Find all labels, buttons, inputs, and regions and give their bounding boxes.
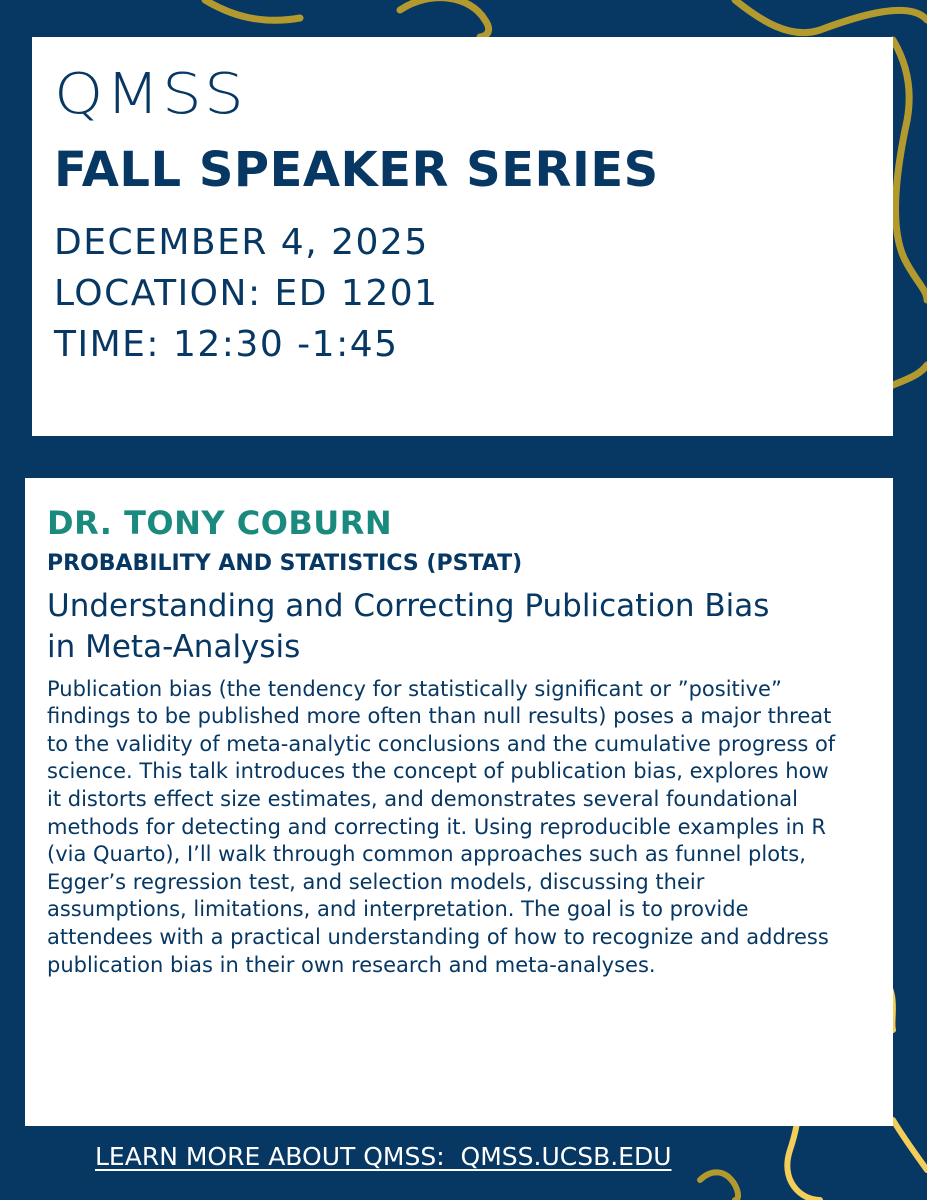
speaker-department: PROBABILITY AND STATISTICS (PSTAT) <box>47 551 523 577</box>
series-title: FALL SPEAKER SERIES <box>54 142 659 198</box>
learn-more-link[interactable]: LEARN MORE ABOUT QMSS: QMSS.UCSB.EDU <box>95 1142 672 1171</box>
qmss-logo: QMSS <box>54 62 247 127</box>
event-date: DECEMBER 4, 2025 <box>54 222 429 264</box>
speaker-name: DR. TONY COBURN <box>47 504 393 542</box>
event-info-panel <box>32 37 893 436</box>
talk-abstract: Publication bias (the tendency for statistically significant or ”positive” findings to be published more often than null results) poses a major threat to the validity of meta-analytic conclusions and the cumulative progress of science. This talk introduces the concept of publication bias, explores how it distorts effect size estimates, and demonstrates several foundational methods for detecting and correcting it. Using reproducible examples in R (via Quarto), I’ll walk through common approaches such as funnel plots, Egger’s regression test, and selection models, discussing their assumptions, limitations, and interpretation. The goal is to provide attendees with a practical understanding of how to recognize and address publication bias in their own research and meta-analyses. <box>47 676 836 977</box>
event-location: LOCATION: ED 1201 <box>54 273 439 315</box>
event-details <box>54 217 871 370</box>
event-time: TIME: 12:30 -1:45 <box>54 324 399 366</box>
talk-title: Understanding and Correcting Publication Bias in Meta-Analysis <box>47 587 770 665</box>
talk-info-panel <box>25 478 893 1126</box>
